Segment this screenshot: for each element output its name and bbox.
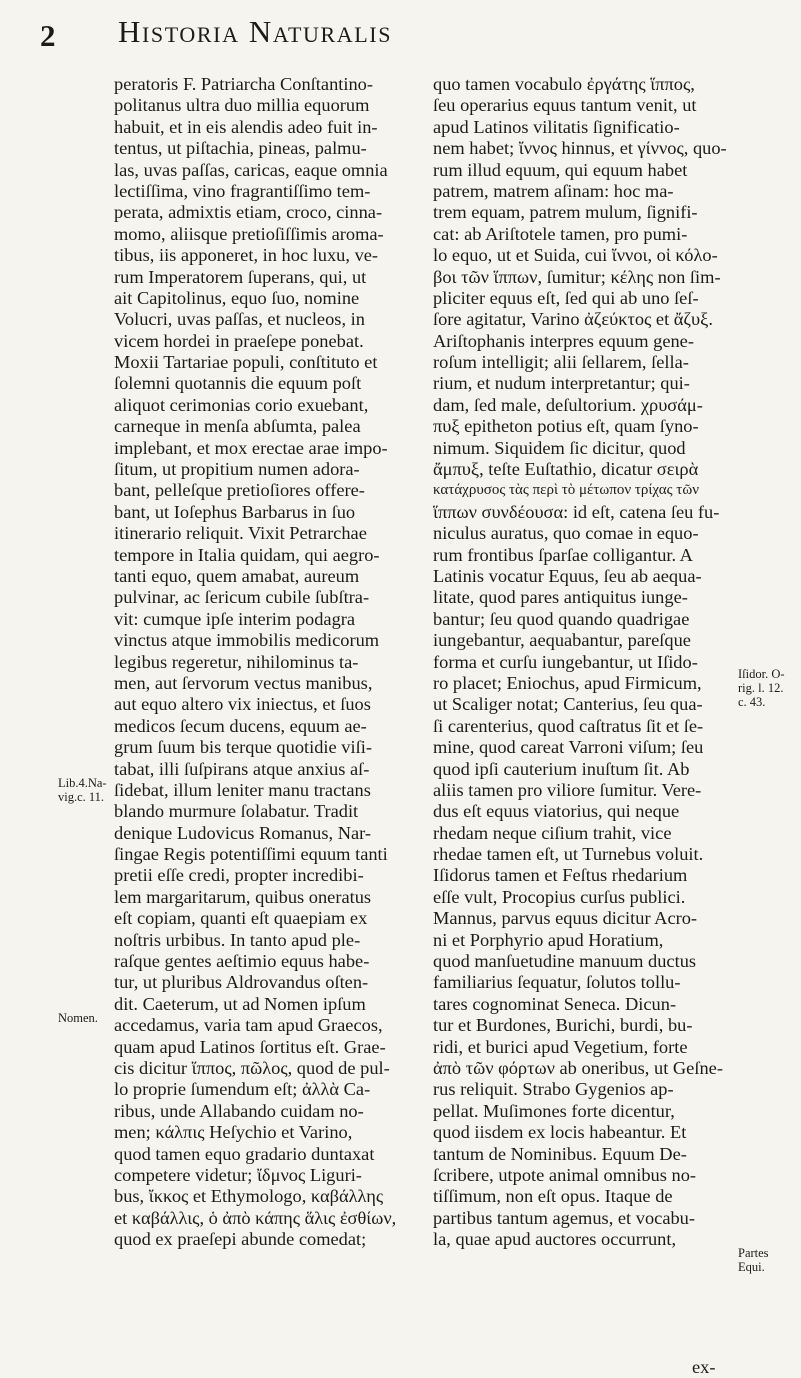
text-line: peratoris F. Patriarcha Conſtantino- [114, 74, 373, 94]
text-line: cis dicitur ἵππος, πῶλος, quod de pul- [114, 1057, 390, 1078]
text-line: men; κάλπις Heſychio et Varino, [114, 1122, 353, 1143]
text-line: accedamus, varia tam apud Graecos, [114, 1015, 383, 1036]
page-number: 2 [40, 18, 56, 53]
right-text-column [433, 74, 731, 1250]
margin-note-isidor: Iſidor. O- rig. l. 12. c. 43. [738, 667, 785, 709]
text-line: ἵππων συνδέουσα: id eſt, catena ſeu fu- [433, 501, 720, 522]
text-line: ſolemni quotannis die equum poſt [114, 373, 362, 394]
text-line: et καβάλλις, ὁ ἀπὸ κάπης ἅλις ἐσθίων, [114, 1207, 397, 1228]
text-line: Iſidorus tamen et Feſtus rhedarium [433, 865, 688, 886]
text-line: rhedae tamen eſt, ut Turnebus voluit. [433, 844, 704, 865]
margin-note-nomen: Nomen. [58, 1011, 98, 1025]
text-line: tares cognominat Seneca. Dicun- [433, 993, 677, 1014]
text-line: ſitum, ut propitium numen adora- [114, 459, 360, 480]
text-line: quod iisdem ex locis habeantur. Et [433, 1122, 687, 1143]
text-line: tantum de Nominibus. Equum De- [433, 1143, 687, 1164]
text-line: habuit, et in eis alendis adeo fuit in- [114, 116, 378, 137]
text-line: grum ſuum bis terque quotidie viſi- [114, 737, 372, 758]
text-line: rum Imperatorem ſuperans, qui, ut [114, 266, 367, 287]
text-line: eſſe vult, Procopius curſus publici. [433, 886, 686, 907]
text-line: nem habet; ἴννος hinnus, et γίννος, quo- [433, 138, 727, 159]
running-title: Historia Naturalis [118, 14, 393, 49]
text-line: tabat, illi ſuſpirans atque anxius aſ- [114, 758, 370, 779]
text-line: tiſſimum, non eſt opus. Itaque de [433, 1186, 673, 1207]
text-line: bantur; ſeu quod quando quadrigae [433, 608, 690, 629]
text-line: ſore agitatur, Varino ἀζεύκτος et ἄζυξ. [433, 309, 713, 330]
text-line: ribus, unde Allabando cuidam no- [114, 1100, 364, 1121]
text-line: dus eſt equus viatorius, qui neque [433, 801, 680, 822]
text-line: aliquot cerimonias corio exuebant, [114, 394, 369, 415]
text-line: raſque gentes aeſtimio equus habe- [114, 951, 370, 972]
text-line: bus, ἴκκος et Ethymologo, καβάλλης [114, 1186, 384, 1207]
text-line: ait Capitolinus, equo ſuo, nomine [114, 287, 360, 308]
text-line: vicem hordei in praeſepe ponebat. [114, 330, 364, 351]
text-line: aut equo altero vix iniectus, et ſuos [114, 694, 371, 715]
text-line: quod manſuetudine manuum ductus [433, 951, 697, 972]
text-line: Latinis vocatur Equus, ſeu ab aequa- [433, 565, 702, 586]
text-line: cat: ab Ariſtotele tamen, pro pumi- [433, 223, 688, 244]
text-line: rium, et nudum interpretantur; qui- [433, 373, 690, 394]
text-line: ſingae Regis potentiſſimi equum tanti [114, 844, 388, 865]
text-line: mine, quod careat Varroni viſum; ſeu [433, 737, 704, 758]
text-line: rus reliquit. Strabo Gygenios ap- [433, 1079, 674, 1100]
text-line: blando murmure ſolabatur. Tradit [114, 801, 359, 822]
text-line: roſum intelligit; alii ſellarem, ſella- [433, 352, 689, 373]
text-line: lem margaritarum, quibus oneratus [114, 886, 372, 907]
text-line: πυξ epitheton potius eſt, quam ſyno- [433, 416, 699, 437]
text-line: momo, aliisque pretioſiſſimis aroma- [114, 223, 384, 244]
text-line: pellat. Muſimones forte dicentur, [433, 1100, 675, 1121]
text-line: ut Scaliger notat; Canterius, ſeu qua- [433, 694, 703, 715]
text-line: ſi carenterius, quod caſtratus ſit et ſe- [433, 715, 704, 736]
text-line: ſeu operarius equus tantum venit, ut [433, 95, 697, 116]
text-line: las, uvas paſſas, caricas, eaque omnia [114, 159, 388, 180]
text-line: vit: cumque ipſe interim podagra [114, 608, 356, 629]
text-line: tentus, ut piſtachia, pineas, palmu- [114, 138, 367, 159]
text-line: Volucri, uvas paſſas, et nucleos, in [114, 309, 365, 330]
text-line: Mannus, parvus equus dicitur Acro- [433, 908, 698, 929]
text-line: tur et Burdones, Burichi, burdi, bu- [433, 1015, 693, 1036]
text-line: quod tamen equo gradario duntaxat [114, 1143, 375, 1164]
text-line: ni et Porphyrio apud Horatium, [433, 929, 664, 950]
text-line: litate, quod pares antiquitus iunge- [433, 587, 688, 608]
text-line: dam, ſed male, deſultorium. χρυσάμ- [433, 394, 703, 415]
text-line: noſtris urbibus. In tanto apud ple- [114, 929, 361, 950]
text-line: nimum. Siquidem ſic dicitur, quod [433, 437, 686, 458]
text-line: perata, admixtis etiam, croco, cinna- [114, 202, 383, 223]
text-line: pliciter equus eſt, ſed qui ab uno ſeſ- [433, 287, 699, 308]
text-line: carneque in menſa abſumta, palea [114, 416, 361, 437]
text-line: familiarius ſequatur, ſolutos tollu- [433, 972, 681, 993]
text-line: bant, pelleſque pretioſiores offere- [114, 480, 365, 501]
text-line: βοι τῶν ἵππων, ſumitur; κέλης non ſim- [433, 266, 721, 287]
text-line: quod ipſi cauterium inuſtum ſit. Ab [433, 758, 690, 779]
text-line: politanus ultra duo millia equorum [114, 95, 370, 116]
text-line: eſt copiam, quanti eſt quaepiam ex [114, 908, 368, 929]
text-line: rhedam neque ciſium trahit, vice [433, 822, 672, 843]
text-line: tibus, iis apponeret, in hoc luxu, ve- [114, 245, 379, 266]
text-line: κατάχρυσος τὰς περὶ τὸ μέτωπον τρίχας τῶν [433, 482, 699, 499]
text-line: tempore in Italia quidam, qui aegro- [114, 544, 380, 565]
margin-note-partes: Partes Equi. [738, 1246, 769, 1274]
text-line: Ariſtophanis interpres equum gene- [433, 330, 694, 351]
text-line: tanti equo, quem amabat, aureum [114, 565, 360, 586]
text-line: quam apud Latinos ſortitus eſt. Grae- [114, 1036, 386, 1057]
text-line: patrem, matrem aſinam: hoc ma- [433, 180, 674, 201]
text-line: men, aut ſervorum vectus manibus, [114, 672, 373, 693]
text-line: lo equo, ut et Suida, cui ἴννοι, οἱ κόλο- [433, 245, 718, 266]
text-line: niculus auratus, quo comae in equo- [433, 523, 699, 544]
text-line: iungebantur, aequabantur, pareſque [433, 630, 691, 651]
text-line: vinctus atque immobilis medicorum [114, 630, 380, 651]
text-line: apud Latinos vilitatis ſignificatio- [433, 116, 680, 137]
text-line: competere videtur; ἴδμνος Liguri- [114, 1164, 362, 1185]
text-line: ſidebat, illum leniter manu tractans [114, 779, 371, 800]
text-line: medicos ſecum ducens, equum ae- [114, 715, 367, 736]
text-line: rum frontibus ſparſae colligantur. A [433, 544, 693, 565]
text-line: ἀπὸ τῶν φόρτων ab oneribus, ut Geſne- [433, 1057, 723, 1078]
text-line: lectiſſima, vino fragrantiſſimo tem- [114, 180, 371, 201]
text-line: pretii eſſe credi, propter incredibi- [114, 865, 364, 886]
text-line: lo proprie ſumendum eſt; ἀλλὰ Ca- [114, 1079, 371, 1100]
text-line: bant, ut Ioſephus Barbarus in ſuo [114, 501, 356, 522]
text-line: denique Ludovicus Romanus, Nar- [114, 822, 372, 843]
text-line: ridi, et burici apud Vegetium, forte [433, 1036, 688, 1057]
text-line: dit. Caeterum, ut ad Nomen ipſum [114, 993, 366, 1014]
text-line: la, quae apud auctores occurrunt, [433, 1229, 677, 1250]
text-line: pulvinar, ac ſericum cubile ſubſtra- [114, 587, 370, 608]
left-text-column [114, 74, 420, 1250]
text-line: rum illud equum, qui equum habet [433, 159, 688, 180]
text-line: ἄμπυξ, teſte Euſtathio, dicatur σειρὰ [433, 459, 699, 480]
text-line: itinerario reliquit. Vixit Petrarchae [114, 523, 367, 544]
text-line: quo tamen vocabulo ἐργάτης ἵππος, [433, 74, 695, 94]
text-line: quod ex praeſepi abunde comedat; [114, 1229, 367, 1250]
text-line: aliis tamen pro viliore ſumitur. Vere- [433, 779, 702, 800]
text-line: forma et curſu iungebantur, ut Iſido- [433, 651, 698, 672]
catchword: ex- [692, 1357, 716, 1377]
text-line: tur, ut pluribus Aldrovandus oſten- [114, 972, 369, 993]
text-line: implebant, et mox erectae arae impo- [114, 437, 388, 458]
text-line: ſcribere, utpote animal omnibus no- [433, 1164, 697, 1185]
text-line: Moxii Tartariae populi, conſtituto et [114, 352, 378, 373]
text-line: trem equam, patrem mulum, ſignifi- [433, 202, 698, 223]
text-line: partibus tantum agemus, et vocabu- [433, 1207, 695, 1228]
margin-note-reference: Lib.4.Na- vig.c. 11. [58, 776, 107, 804]
text-line: legibus regeretur, nihilominus ta- [114, 651, 359, 672]
text-line: ro placet; Eniochus, apud Firmicum, [433, 672, 702, 693]
